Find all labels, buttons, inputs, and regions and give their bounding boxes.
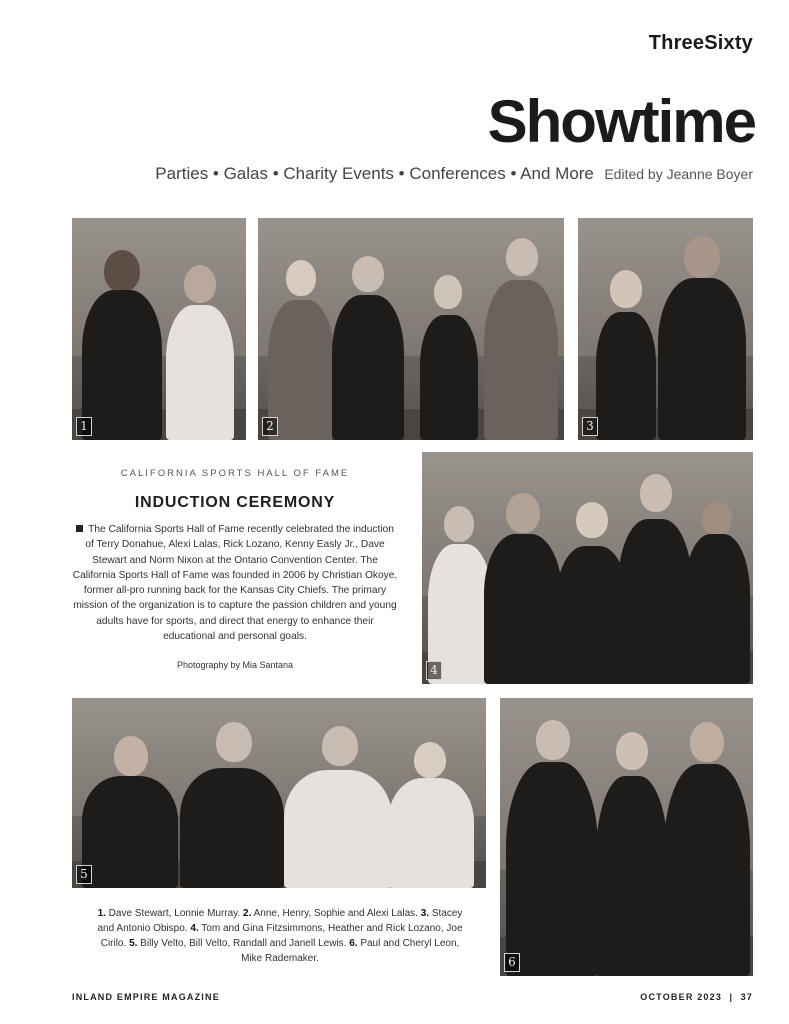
photo-2 (258, 218, 564, 440)
caption-number: 4. (190, 923, 199, 934)
caption-text: Anne, Henry, Sophie and Alexi Lalas. (251, 908, 421, 919)
photo-4 (422, 452, 753, 684)
caption-text: Dave Stewart, Lonnie Murray. (105, 908, 244, 919)
caption-number: 5. (129, 938, 138, 949)
photo-credit: Photography by Mia Santana (176, 660, 294, 670)
photo-number: 1 (76, 417, 92, 436)
page-number: 37 (740, 992, 753, 1002)
photo-number: 5 (76, 865, 92, 884)
caption-number: 6. (349, 938, 358, 949)
photo-number: 6 (504, 953, 520, 972)
caption-text: Paul and Cheryl Leon, Mike Rademaker. (241, 938, 460, 964)
page-title: Showtime (487, 88, 755, 155)
caption-text: Stacey and Antonio Obispo. (97, 908, 463, 934)
photo-number: 4 (426, 661, 442, 680)
page-footer (640, 992, 753, 1002)
article-body-text: The California Sports Hall of Fame recently celebrated the induction of Terry Donahue, Alexi Lalas, Rick Lozano, Kenny Easly Jr., Dave Stewart and Norm Nixon at the Ontario Convention Center. The California Sports Hall of Fame was founded in 2006 by Christian Okoye, former all-pro running back for the Kansas City Chiefs. The primary mission of the organization is to capture the passion children and young adults have for sports, and direct that energy to enhance their educational and personal goals. (72, 524, 398, 643)
issue-date: OCTOBER 2023 (640, 992, 723, 1002)
article-kicker: CALIFORNIA SPORTS HALL OF FAME (120, 468, 350, 479)
photo-6 (500, 698, 753, 976)
section-brand: ThreeSixty (648, 32, 753, 54)
caption-number: 1. (97, 908, 106, 919)
magazine-name: INLAND EMPIRE MAGAZINE (72, 992, 220, 1002)
caption-number: 3. (420, 908, 430, 919)
article-body (72, 522, 398, 644)
caption-text: Tom and Gina Fitzsimmons, Heather and Rick Lozano, Joe Cirilo. (100, 923, 463, 949)
photo-number: 3 (582, 417, 598, 436)
photo-captions (90, 906, 470, 966)
bullet-icon (76, 525, 83, 532)
page-subtitle (155, 164, 753, 184)
caption-number: 2. (243, 908, 252, 919)
photo-1 (72, 218, 246, 440)
article-title: INDUCTION CEREMONY (134, 494, 336, 511)
photo-number: 2 (262, 417, 278, 436)
editor-credit: Edited by Jeanne Boyer (604, 166, 753, 182)
event-categories: Parties • Galas • Charity Events • Conferences • And More (155, 164, 594, 183)
caption-text: Billy Velto, Bill Velto, Randall and Janell Lewis. (137, 938, 350, 949)
photo-3 (578, 218, 753, 440)
photo-5 (72, 698, 486, 888)
footer-separator: | (729, 992, 734, 1002)
